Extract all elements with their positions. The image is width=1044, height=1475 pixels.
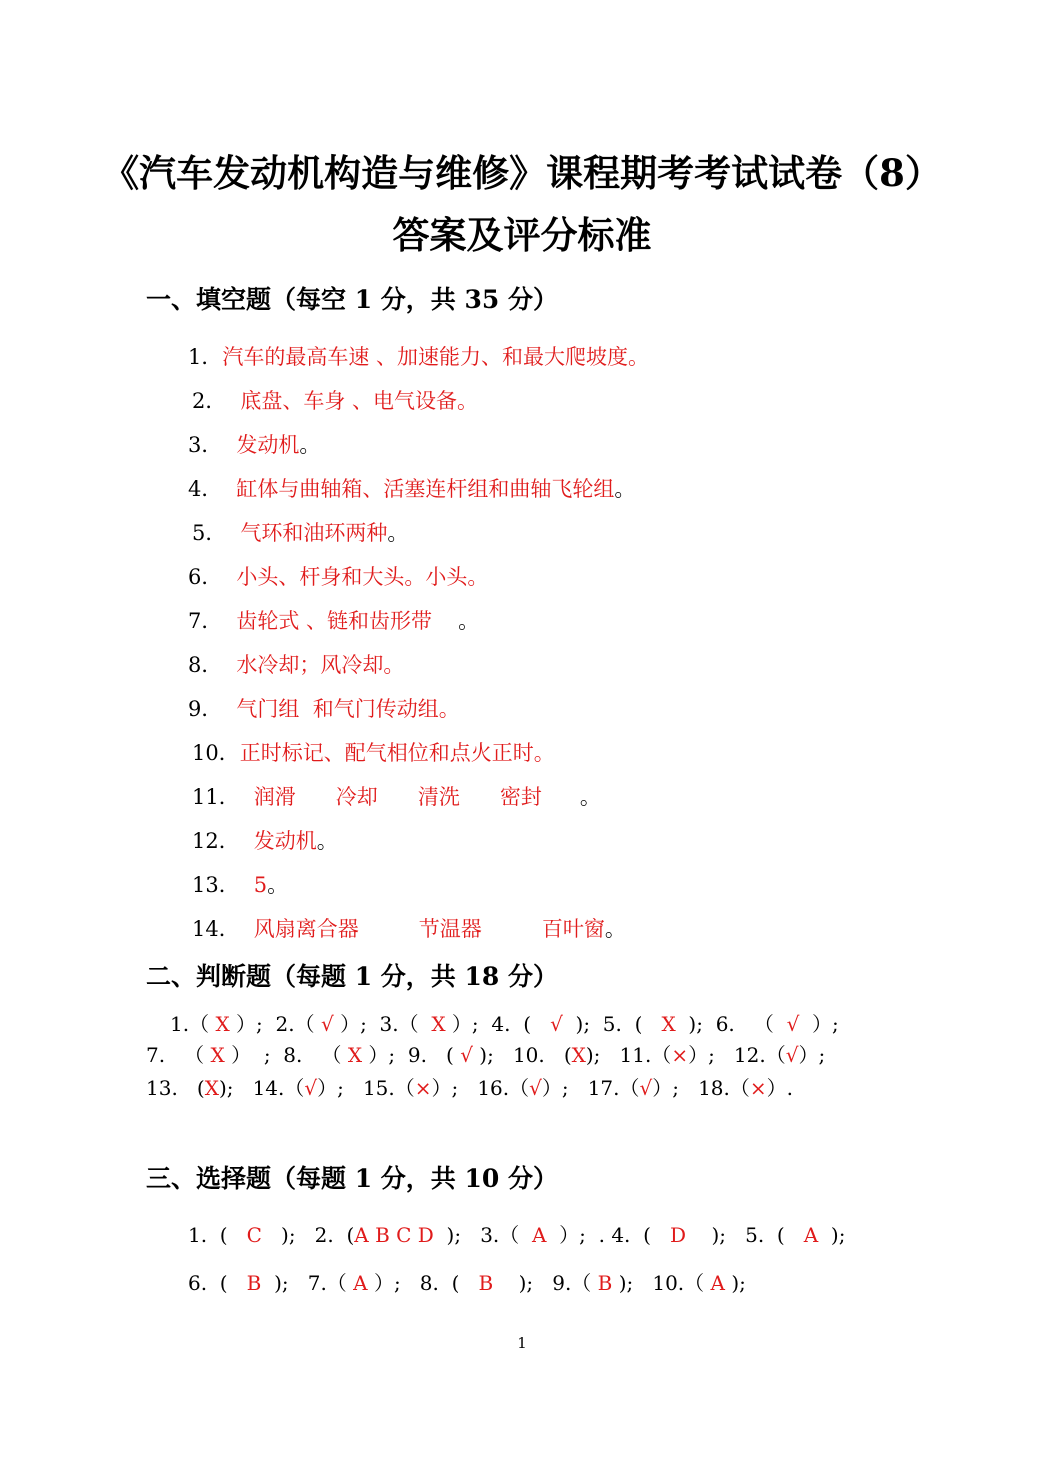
item-tail: 。 (267, 873, 289, 897)
item-answer: 气门组 和气门传动组。 (236, 697, 460, 721)
item-tail: 。 (387, 521, 409, 545)
section-heading-fill-blank: 一、填空题（每空 1 分，共 35 分） (146, 285, 559, 314)
tf-answer-entry: 12.（√）; (733, 1043, 826, 1067)
item-tail: 。 (458, 609, 480, 633)
fill-item (188, 479, 635, 500)
choice-answer-entry: 3.（ A ）; . (480, 1223, 605, 1247)
item-answer: 正时标记、配气相位和点火正时。 (239, 741, 555, 765)
item-answer: 5 (253, 873, 268, 897)
tf-answer-entry: 14.（√）; (252, 1076, 357, 1100)
tf-answer-entry: 10. (X); (512, 1043, 614, 1067)
section-heading-multiple-choice: 三、选择题（每题 1 分，共 10 分） (146, 1164, 559, 1193)
fill-item (192, 919, 626, 940)
tf-answer-entry: 2.（ √ ）; (275, 1012, 374, 1036)
item-number: 11． (192, 785, 240, 809)
item-tail: 。 (604, 917, 626, 941)
item-answer: 润滑 冷却 清洗 密封 (253, 785, 542, 809)
choice-answer-entry: 10.（ A ); (652, 1271, 746, 1295)
choice-row (188, 1273, 746, 1293)
true-false-row (146, 1045, 825, 1065)
item-number: 9． (188, 697, 223, 721)
tf-answer-entry: 16.（√）; (477, 1076, 582, 1100)
item-answer: 水冷却；风冷却。 (236, 653, 405, 677)
tf-answer-entry: 1.（ X ）; (170, 1012, 270, 1036)
item-number: 3． (188, 433, 223, 457)
item-tail: 。 (316, 829, 338, 853)
choice-answer-entry: 5. ( A ); (745, 1223, 846, 1247)
item-tail: 。 (299, 433, 321, 457)
fill-item (188, 435, 320, 456)
item-number: 1． (188, 345, 223, 369)
tf-answer-entry: 18.（×）. (698, 1076, 794, 1100)
item-answer: 底盘、车身 、电气设备。 (240, 389, 479, 413)
true-false-row (170, 1014, 839, 1034)
item-tail: 。 (614, 477, 636, 501)
tf-answer-entry: 7. （ X ） ; (146, 1043, 277, 1067)
item-tail: 。 (579, 785, 601, 809)
item-answer: 发动机 (236, 433, 300, 457)
page-subtitle: 答案及评分标准 (392, 213, 652, 257)
item-number: 10． (192, 741, 240, 765)
item-answer: 发动机 (253, 829, 317, 853)
item-number: 7． (188, 609, 223, 633)
choice-answer-entry: 2. (A B C D ); (314, 1223, 474, 1247)
tf-answer-entry: 17.（√）; (587, 1076, 692, 1100)
item-number: 2． (192, 389, 227, 413)
fill-item (192, 523, 408, 544)
tf-answer-entry: 4. ( √ ); (491, 1012, 597, 1036)
page-number: 1 (517, 1334, 527, 1352)
choice-answer-entry: 8. ( B ); (419, 1271, 546, 1295)
fill-item (192, 391, 478, 412)
item-answer: 风扇离合器 节温器 百叶窗 (253, 917, 605, 941)
fill-item (192, 875, 288, 896)
tf-answer-entry: 15.（×）; (362, 1076, 471, 1100)
true-false-row (146, 1078, 793, 1098)
page-title: 《汽车发动机构造与维修》课程期考考试试卷（8） (102, 151, 942, 195)
item-answer: 小头、杆身和大头。小头。 (236, 565, 489, 589)
item-number: 5． (192, 521, 227, 545)
choice-row (188, 1225, 845, 1245)
fill-item (192, 787, 601, 808)
tf-answer-entry: 11.（×）; (619, 1043, 728, 1067)
choice-answer-entry: 4. ( D ); (611, 1223, 739, 1247)
fill-item (188, 567, 488, 588)
fill-item (188, 347, 649, 368)
item-number: 6． (188, 565, 223, 589)
fill-item (188, 655, 404, 676)
choice-answer-entry: 7.（ A ）; (307, 1271, 414, 1295)
fill-item (192, 743, 555, 764)
item-number: 8． (188, 653, 223, 677)
item-number: 13． (192, 873, 240, 897)
tf-answer-entry: 5. ( X ); (602, 1012, 710, 1036)
section-heading-true-false: 二、判断题（每题 1 分，共 18 分） (146, 962, 559, 991)
tf-answer-entry: 9. ( √ ); (407, 1043, 507, 1067)
item-number: 14． (192, 917, 240, 941)
tf-answer-entry: 3.（ X ）; (379, 1012, 486, 1036)
item-answer: 汽车的最高车速 、加速能力、和最大爬坡度。 (222, 345, 650, 369)
item-answer: 气环和油环两种 (240, 521, 388, 545)
tf-answer-entry: 8. （ X ）; (283, 1043, 402, 1067)
choice-answer-entry: 9.（ B ); (552, 1271, 646, 1295)
item-answer: 齿轮式 、链和齿形带 (236, 609, 433, 633)
item-number: 12． (192, 829, 240, 853)
fill-item (192, 831, 338, 852)
fill-item (188, 699, 460, 720)
choice-answer-entry: 6. ( B ); (188, 1271, 302, 1295)
item-number: 4． (188, 477, 223, 501)
choice-answer-entry: 1. ( C ); (188, 1223, 309, 1247)
tf-answer-entry: 6. （ √ ）; (715, 1012, 839, 1036)
tf-answer-entry: 13. (X); (146, 1076, 247, 1100)
fill-item (188, 611, 479, 632)
item-answer: 缸体与曲轴箱、活塞连杆组和曲轴飞轮组 (236, 477, 615, 501)
